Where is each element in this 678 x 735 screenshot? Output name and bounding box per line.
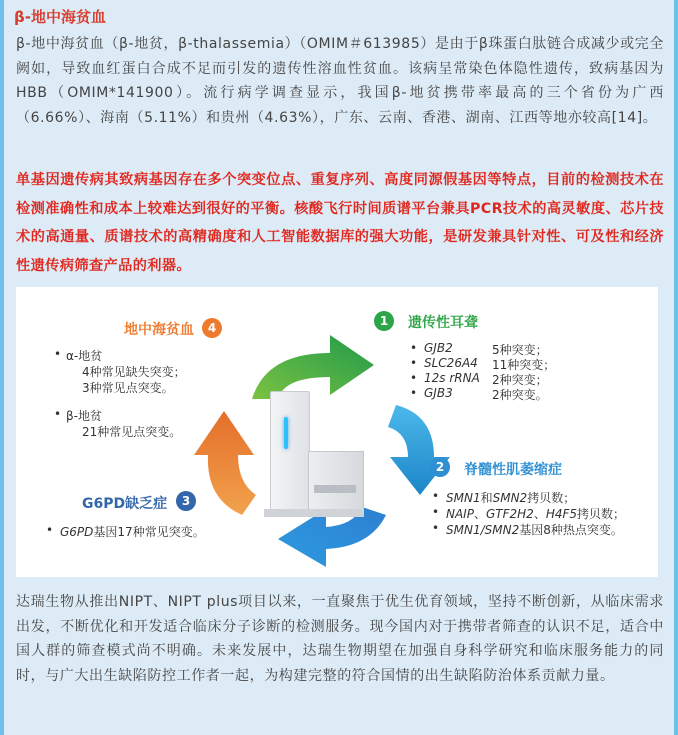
company-paragraph: 达瑞生物从推出NIPT、NIPT plus项目以来，一直聚焦于优生优育领域，坚持不断创新，从临床需求出发，不断优化和开发适合临床分子诊断的检测服务。现今国内对于携带者筛查的认识不足，适合中国人群的筛查模式尚不明确。未来发展中，达瑞生物期望在加强自身科学研究和临床服务能力的同时，与广大出生缺陷防控工作者一起，为构建完整的符合国情的出生缺陷防治体系贡献力量。 — [16, 594, 664, 684]
gene-slc26a4-count: 11种突变； — [492, 358, 556, 372]
bullet: • — [410, 371, 418, 385]
section-title: β-地中海贫血 — [14, 8, 106, 26]
bullet: • — [432, 505, 440, 519]
badge-4: 4 — [202, 318, 222, 338]
gene-smn2: SMN2 — [492, 491, 528, 505]
bullet: • — [410, 356, 418, 370]
alpha-deletion-text: 4种常见缺失突变； — [82, 365, 186, 379]
separator: 、 — [473, 507, 486, 521]
copy-number-text: 拷贝数； — [577, 507, 626, 521]
intro-paragraph: β-地中海贫血（β-地贫，β-thalassemia）（OMIM＃613985）是由于β珠蛋白肽链合成减少或完全阙如，导致血红蛋白合成不足而引发的遗传性溶血性贫血。该病呈常染色体隐性遗传，致病基因为HBB（OMIM*141900）。流行病学调查显示，我国β-地贫携带率最高的三个省份为广西（6.66%）、海南（5.11%）和贵州（4.63%），广东、云南、香港、湖南、江西等地亦较高[14]。 — [16, 36, 664, 126]
separator: 、 — [533, 507, 546, 521]
mass-spectrometer-image — [264, 391, 364, 521]
gene-gtf2h2: GTF2H2 — [485, 507, 534, 521]
g6pd-mutation-text: 基因17种常见突变。 — [93, 525, 205, 539]
copy-number-text: 拷贝数； — [527, 491, 576, 505]
sma-line2 — [446, 505, 625, 522]
blue-right-arrow — [388, 405, 450, 495]
gene-12s-rrna: 12s rRNA — [424, 371, 480, 385]
bullet: • — [410, 386, 418, 400]
bullet: • — [54, 407, 62, 421]
gene-12s-rrna-count: 2种突变； — [492, 373, 548, 387]
gene-gjb2: GJB2 — [424, 341, 453, 355]
bullet: • — [54, 347, 62, 361]
sma-line3 — [446, 521, 623, 538]
gene-g6pd: G6PD — [60, 525, 94, 539]
screening-figure — [16, 287, 658, 577]
highlight-paragraph: 单基因遗传病其致病基因存在多个突变位点、重复序列、高度同源假基因等特点，目前的检测技术在检测准确性和成本上较难达到很好的平衡。核酸飞行时间质谱平台兼具PCR技术的高灵敏度、芯片技术的高通量、质谱技术的高精确度和人工智能数据库的强大功能，是研发兼具针对性、可及性和经济性遗传病筛查产品的利器。 — [16, 172, 664, 274]
alpha-point-text: 3种常见点突变。 — [82, 381, 174, 395]
gene-h4f5: H4F5 — [545, 507, 578, 521]
gene-slc26a4: SLC26A4 — [424, 356, 478, 370]
sma-line1 — [446, 489, 575, 506]
left-border — [0, 0, 4, 735]
gene-smn1-smn2: SMN1/SMN2 — [446, 523, 520, 537]
gene-gjb2-count: 5种突变； — [492, 343, 548, 357]
gene-smn1: SMN1 — [446, 491, 481, 505]
gene-naip: NAIP — [446, 507, 474, 521]
bullet: • — [410, 341, 418, 355]
beta-point-text: 21种常见点突变。 — [82, 425, 182, 439]
gene-gjb3: GJB3 — [424, 386, 453, 400]
thalassemia-heading: 地中海贫血 — [124, 322, 194, 338]
gene-gjb3-count: 2种突变。 — [492, 388, 548, 402]
hotspot-text: 基因8种热点突变。 — [519, 523, 623, 537]
bullet: • — [46, 523, 54, 537]
alpha-thal-label: α-地贫 — [66, 349, 103, 363]
orange-left-arrow — [194, 411, 256, 515]
g6pd-line — [60, 523, 205, 540]
sma-heading: 脊髓性肌萎缩症 — [464, 462, 562, 478]
g6pd-heading: G6PD缺乏症 — [82, 496, 168, 512]
right-border — [674, 0, 678, 735]
badge-1: 1 — [374, 311, 394, 331]
badge-3: 3 — [176, 491, 196, 511]
green-arrow — [252, 335, 374, 399]
text-and: 和 — [480, 491, 493, 505]
hearing-loss-heading: 遗传性耳聋 — [408, 315, 478, 331]
bullet: • — [432, 521, 440, 535]
beta-thal-label: β-地贫 — [66, 409, 102, 423]
badge-2: 2 — [430, 457, 450, 477]
bullet: • — [432, 489, 440, 503]
